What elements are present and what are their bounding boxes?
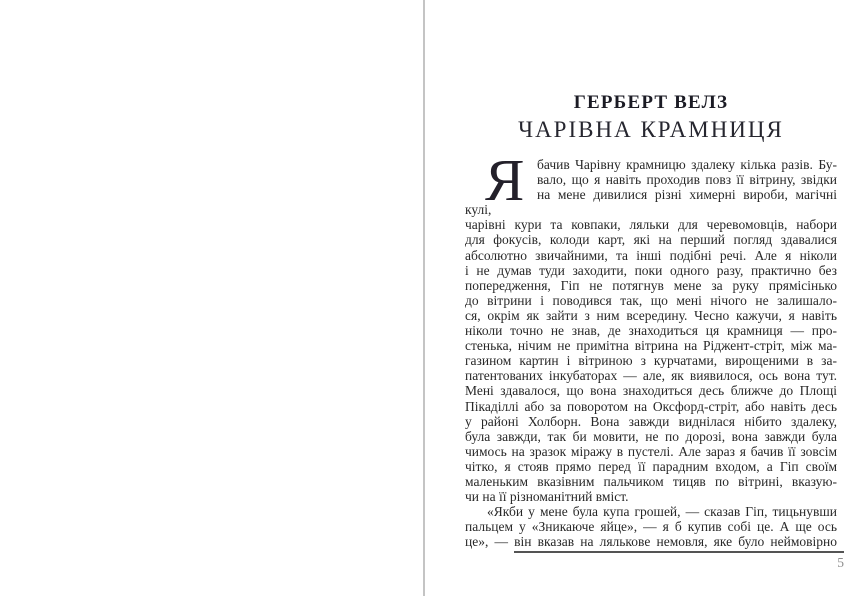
dropcap-letter: Я [485,147,525,213]
text-line: ся, окрім як зайти з ним всередину. Чесно кажучи, я навіть [465,307,837,323]
story-text [465,147,837,550]
text-line: стенька, нічим не примітна вітрина на Ріджент-стріт, між ма- [465,338,837,354]
text-line: у районі Холборн. Вона завжди виднілася нібито здалеку, [465,413,837,429]
right-page [425,0,846,596]
text-line: бачив Чарівну крамницю здалеку кілька разів. Бу- [537,157,837,172]
text-line: пальцем у «Зникаюче яйце», — я б купив собі це. А ще ось [465,519,837,535]
text-line: попередження, Гіп не потягнув мене за руку прямісінько [465,277,837,293]
paragraph-2 [465,504,837,549]
page-number: 5 [837,555,844,570]
text-line: була завжди, так би мовити, не по дорозі, вона завжди була [465,428,837,444]
text-line: чітко, я стояв прямо перед її парадним входом, а Гіп своїм [465,458,837,474]
text-line: Пікаділлі або за поворотом на Оксфорд-стріт, або навіть десь [465,398,837,414]
text-line: Мені здавалося, що вона знаходиться десь ближче до Площі [465,383,837,399]
text-line: ніколи точно не знав, де знаходиться ця крамниця — про- [465,323,837,339]
text-line: чимось на зразок міражу в пустелі. Але зараз я бачив її зовсім [465,443,837,459]
paragraph-1 [465,147,837,505]
paragraph-2-lines [465,504,837,549]
text-line: на мене дивилися різні химерні вироби, магічні кулі, [465,187,837,218]
text-line: газином картин і вітриною з курчатами, вирощеними в за- [465,353,837,369]
text-line: патентованих інкубаторах — але, як виявилося, ось вона тут. [465,368,837,384]
text-line: до вітрини і поводився так, що мені нічого не залишало- [465,292,837,308]
text-line: абсолютно звичайними, та інші подібні речі. Але я ніколи [465,247,837,263]
text-line: і не думав туди заходити, поки одного разу, практично без [465,262,837,278]
text-line: чи на її різноманітний вміст. [465,489,629,505]
author-heading: ГЕРБЕРТ ВЕЛЗ [573,92,729,113]
text-line: чарівні кури та ковпаки, ляльки для черевомовців, набори [465,217,837,233]
text-column [465,0,844,570]
text-line: це», — він вказав на лялькове немовля, яке було неймовірно [465,534,837,550]
text-line: маленьким вказівним пальчиком тицяв по вітрині, вказую- [465,473,837,489]
story-title: ЧАРІВНА КРАМНИЦЯ [518,117,784,142]
footer-rule [514,551,844,553]
text-line: вало, що я навіть проходив повз її вітрину, звідки [537,172,837,188]
text-line: «Якби у мене була купа грошей, — сказав Гіп, тицьнувши [487,504,837,520]
text-line: для фокусів, колоди карт, які на перший погляд здавалися [465,232,837,248]
